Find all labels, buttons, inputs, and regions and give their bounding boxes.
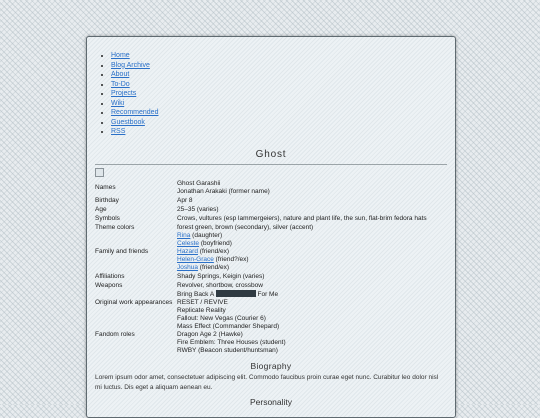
nav-item-home	[111, 51, 158, 61]
character-infobox	[95, 180, 427, 355]
family-relation: (friend/ex)	[197, 264, 230, 271]
fandom-role: Dragon Age 2 (Hawke)	[177, 331, 243, 338]
infobox-row-original-work	[95, 290, 427, 315]
nav-item-projects	[111, 89, 158, 99]
theme-colors-label: Theme colors	[95, 224, 135, 231]
fandom-role: Fire Emblem: Three Houses (student)	[177, 339, 286, 346]
age-label: Age	[95, 206, 107, 213]
nav-link-wiki[interactable]: Wiki	[111, 99, 125, 107]
site-nav	[111, 51, 158, 137]
infobox-row-theme-colors	[95, 223, 427, 232]
weapons-label: Weapons	[95, 282, 123, 289]
nav-link-recommended[interactable]: Recommended	[111, 109, 159, 116]
original-work-line: RESET / REVIVE	[177, 299, 228, 306]
original-work-title-end: For Me	[257, 291, 279, 298]
nav-link-todo[interactable]: To-Do	[111, 80, 130, 88]
family-relation: (friend?/ex)	[213, 256, 249, 263]
biography-text: Lorem ipsum odor amet, consectetuer adipiscing elit. Commodo faucibus proin curae eget nunc. Curabitur leo dolor nisl mi luctus. Dis eget a aliquam aenean eu.	[95, 374, 439, 391]
content-card	[86, 36, 456, 418]
original-work-title-start: Bring Back A	[177, 291, 214, 298]
family-link-celeste[interactable]: Celeste	[177, 240, 200, 247]
nav-item-wiki	[111, 99, 158, 109]
infobox-row-symbols	[95, 214, 427, 223]
family-member	[177, 256, 427, 264]
fandom-role: RWBY (Beacon student/huntsman)	[177, 347, 278, 354]
nav-link-projects[interactable]: Projects	[111, 90, 137, 97]
nav-link-about[interactable]: About	[111, 71, 130, 78]
personality-heading: Personality	[249, 397, 293, 407]
names-line: Ghost Garashii	[177, 180, 221, 187]
nav-item-guestbook	[111, 118, 158, 128]
nav-item-todo	[111, 80, 158, 90]
family-link-rina[interactable]: Rina	[177, 232, 191, 239]
original-work-value	[177, 290, 427, 315]
family-member	[177, 232, 427, 240]
fandom-label: Fandom roles	[95, 331, 135, 338]
family-link-helen-grace[interactable]: Helen-Grace	[177, 256, 214, 263]
family-member	[177, 264, 427, 272]
nav-item-about	[111, 70, 158, 80]
fandom-role: Mass Effect (Commander Shepard)	[177, 323, 280, 330]
infobox-row-age	[95, 205, 427, 214]
infobox-row-weapons	[95, 281, 427, 290]
names-value	[177, 180, 427, 196]
nav-link-blog-archive[interactable]: Blog Archive	[111, 61, 150, 69]
birthday-value: Apr 8	[177, 197, 193, 204]
infobox-row-affiliations	[95, 272, 427, 281]
title-divider	[95, 164, 447, 165]
nav-item-blog-archive	[111, 61, 158, 71]
original-work-line	[177, 290, 427, 299]
nav-item-recommended	[111, 108, 158, 118]
nav-item-rss	[111, 127, 158, 137]
family-relation: (friend/ex)	[197, 248, 230, 255]
affiliations-label: Affiliations	[95, 273, 125, 280]
names-line: Jonathan Arakaki (former name)	[177, 188, 270, 195]
family-relation: (daughter)	[190, 232, 223, 239]
theme-colors-value: forest green, brown (secondary), silver (accent)	[177, 224, 314, 231]
original-work-label: Original work appearances	[95, 298, 173, 306]
family-link-joshua[interactable]: Joshua	[177, 264, 198, 271]
age-value: 25–35 (varies)	[177, 206, 219, 213]
weapons-value: Revolver, shortbow, crossbow	[177, 282, 263, 289]
family-member	[177, 248, 427, 256]
family-member	[177, 240, 427, 248]
family-link-hazard[interactable]: Hazard	[177, 248, 198, 255]
birthday-label: Birthday	[95, 197, 119, 204]
biography-heading: Biography	[250, 361, 292, 371]
page-title: Ghost	[255, 149, 287, 160]
original-work-line: Replicate Reality	[177, 307, 226, 314]
infobox-row-names	[95, 180, 427, 196]
fandom-role: Fallout: New Vegas (Courier 6)	[177, 315, 266, 322]
names-label: Names	[95, 184, 116, 191]
nav-link-guestbook[interactable]: Guestbook	[111, 118, 145, 126]
nav-link-rss[interactable]: RSS	[111, 128, 126, 135]
nav-link-home[interactable]: Home	[111, 52, 130, 59]
family-relation: (boyfriend)	[199, 240, 232, 247]
infobox-row-fandom	[95, 315, 427, 355]
infobox-row-birthday	[95, 196, 427, 205]
family-label: Family and friends	[95, 248, 149, 255]
symbols-value: Crows, vultures (esp lammergeiers), nature and plant life, the sun, flat-brim fedora hats	[177, 215, 427, 222]
redaction-bar	[216, 290, 256, 297]
fandom-value	[177, 315, 427, 355]
affiliations-value: Shady Springs, Keigin (varies)	[177, 273, 265, 280]
broken-image-icon	[95, 168, 104, 177]
infobox-row-family	[95, 232, 427, 272]
family-value	[177, 232, 427, 272]
symbols-label: Symbols	[95, 215, 120, 222]
